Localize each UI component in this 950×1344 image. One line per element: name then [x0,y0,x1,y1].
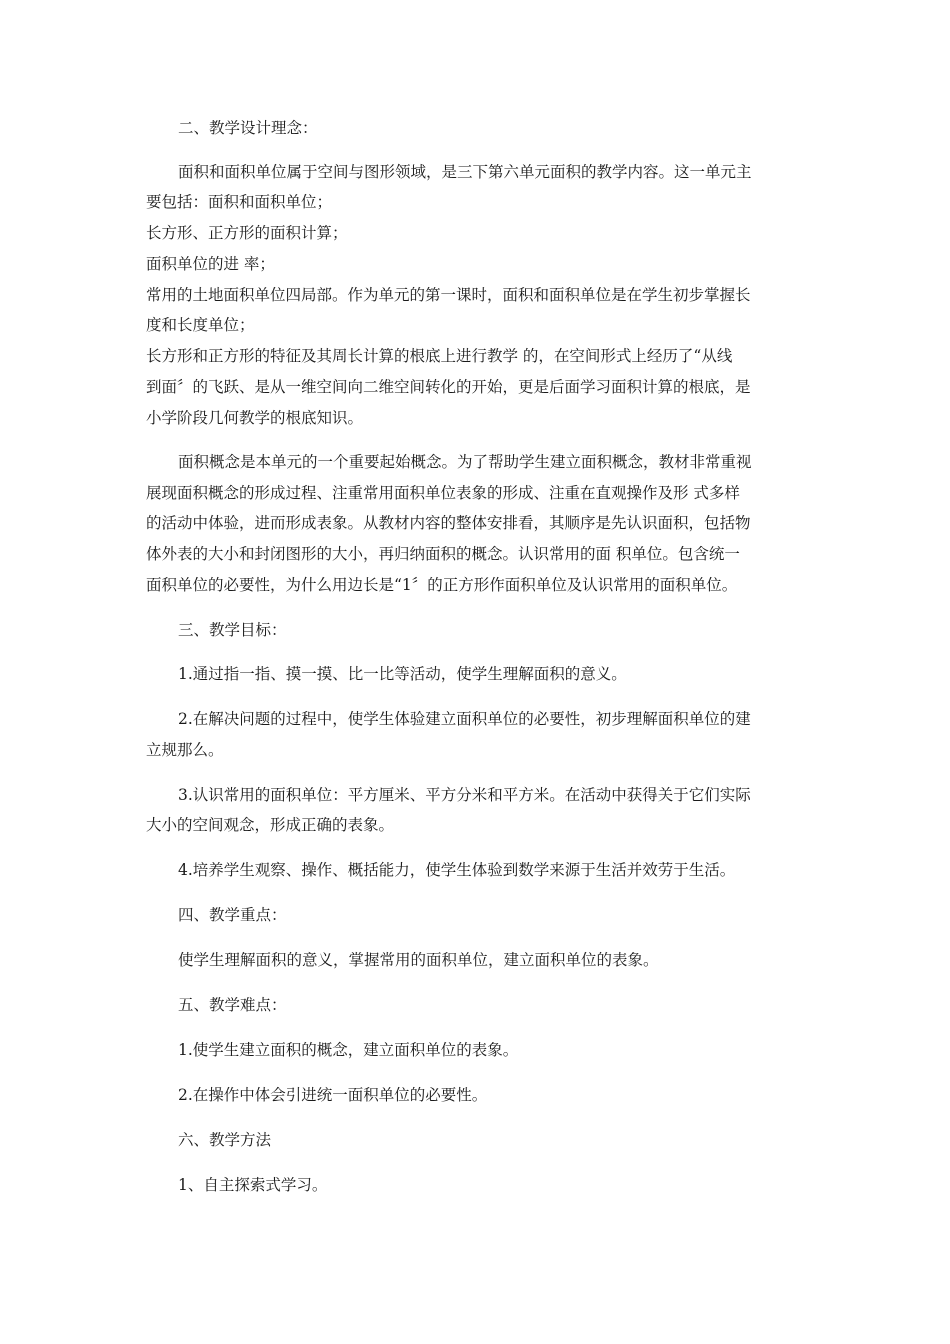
key-point-text: 使学生理解面积的意义，掌握常用的面积单位，建立面积单位的表象。 [178,951,659,969]
paragraph-line: 长方形和正方形的特征及其周长计算的根底上进行教学 的，在空间形式上经历了“从线 [146,347,733,365]
goal-item-1: 1.通过指一指、摸一摸、比一比等活动，使学生理解面积的意义。 [178,665,627,683]
difficulty-item-1: 1.使学生建立面积的概念，建立面积单位的表象。 [178,1041,519,1059]
paragraph-line: 面积和面积单位属于空间与图形领域，是三下第六单元面积的教学内容。这一单元主 [178,163,752,181]
paragraph-line: 的活动中体验，进而形成表象。从教材内容的整体安排看，其顺序是先认识面积，包括物 [146,514,751,532]
goal-item-2: 2.在解决问题的过程中，使学生体验建立面积单位的必要性，初步理解面积单位的建 [178,710,751,728]
paragraph-line: 展现面积概念的形成过程、注重常用面积单位表象的形成、注重在直观操作及形 式多样 [146,484,740,502]
goal-item-3-cont: 大小的空间观念，形成正确的表象。 [146,816,395,834]
goal-item-3: 3.认识常用的面积单位：平方厘米、平方分米和平方米。在活动中获得关于它们实际 [178,786,751,804]
section-heading-methods: 六、教学方法 [178,1131,272,1149]
section-heading-difficulties: 五、教学难点： [178,996,287,1014]
paragraph-line: 小学阶段几何教学的根底知识。 [146,409,364,427]
paragraph-line: 要包括：面积和面积单位； [146,193,333,211]
goal-item-4: 4.培养学生观察、操作、概括能力，使学生体验到数学来源于生活并效劳于生活。 [178,861,736,879]
paragraph-line: 度和长度单位； [146,316,255,334]
section-heading-teaching-goals: 三、教学目标： [178,621,287,639]
paragraph-line: 到面〞的飞跃、是从一维空间向二维空间转化的开始，更是后面学习面积计算的根底，是 [146,378,751,396]
section-heading-design-concept: 二、教学设计理念： [178,119,318,137]
paragraph-line: 体外表的大小和封闭图形的大小，再归纳面积的概念。认识常用的面 积单位。包含统一 [146,545,740,563]
difficulty-item-2: 2.在操作中体会引进统一面积单位的必要性。 [178,1086,488,1104]
paragraph-line: 面积概念是本单元的一个重要起始概念。为了帮助学生建立面积概念，教材非常重视 [178,453,752,471]
section-heading-key-points: 四、教学重点： [178,906,287,924]
paragraph-line: 长方形、正方形的面积计算； [146,224,348,242]
paragraph-line: 面积单位的进 率； [146,255,275,273]
paragraph-line: 面积单位的必要性，为什么用边长是“1〞的正方形作面积单位及认识常用的面积单位。 [146,576,738,594]
paragraph-line: 常用的土地面积单位四局部。作为单元的第一课时，面积和面积单位是在学生初步掌握长 [146,286,751,304]
goal-item-2-cont: 立规那么。 [146,741,224,759]
method-item-1: 1、自主探索式学习。 [178,1176,328,1194]
